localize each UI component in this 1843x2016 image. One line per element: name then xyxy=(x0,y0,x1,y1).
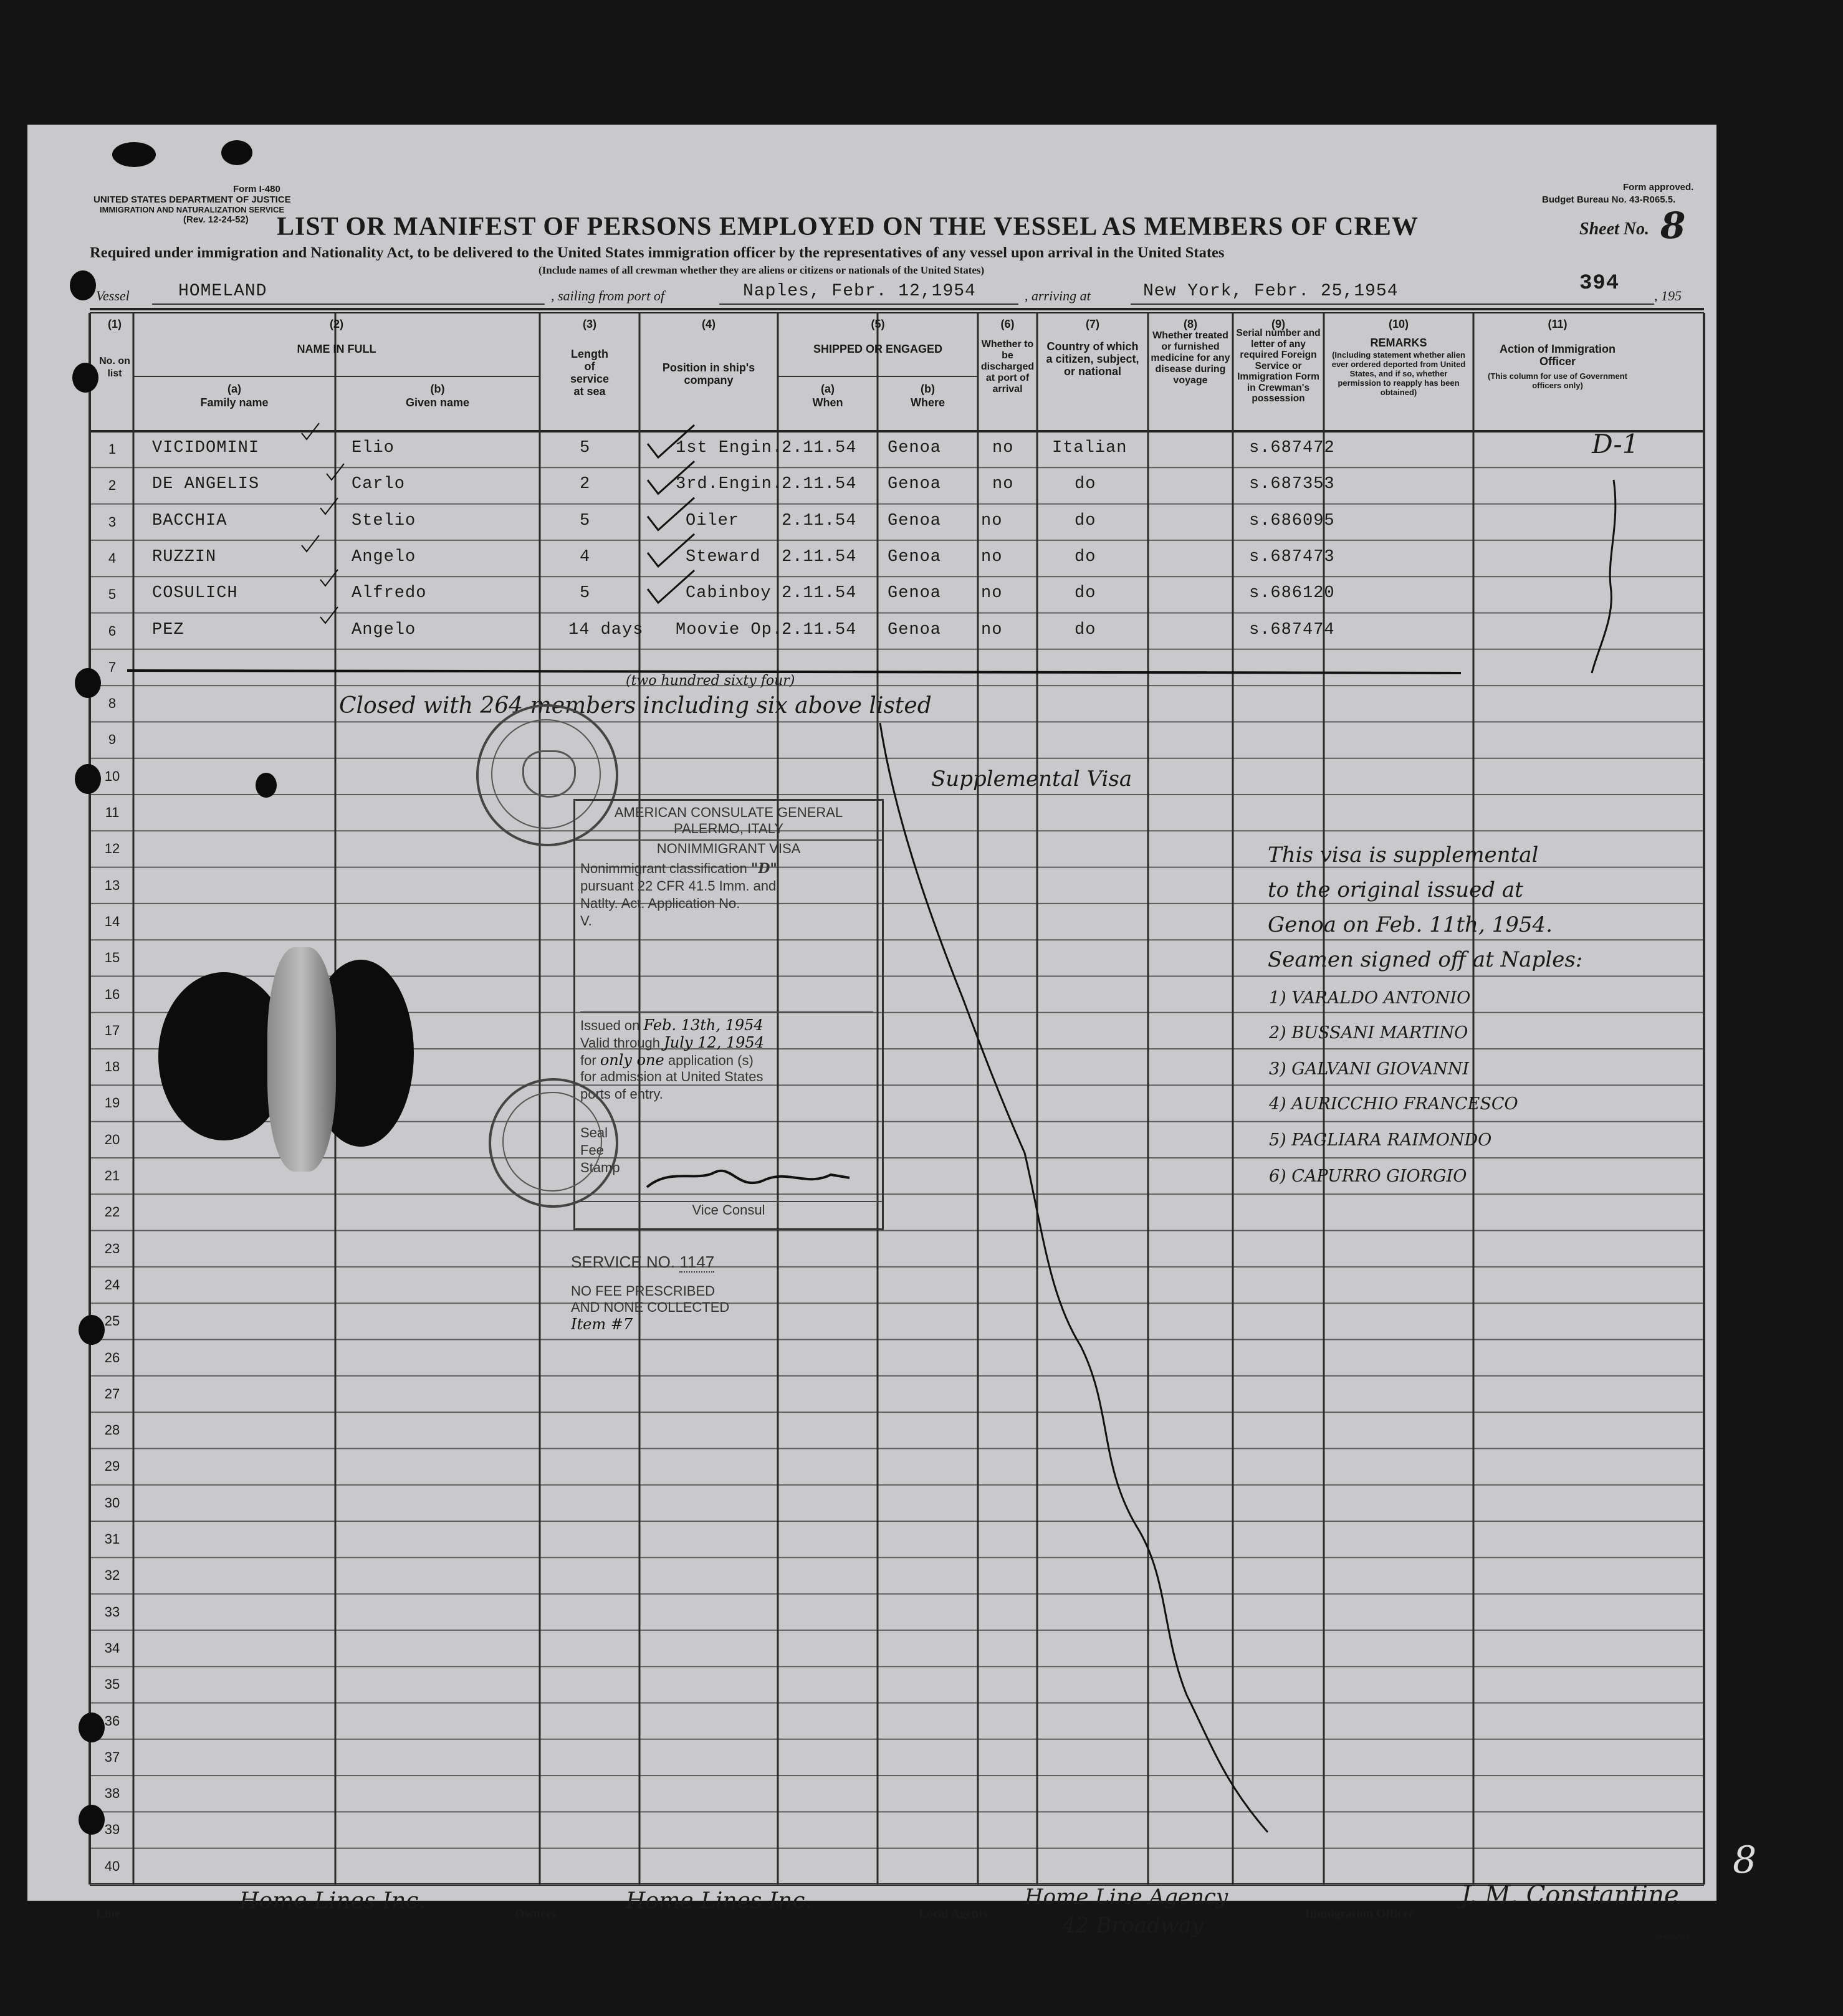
crew-serial: s.686120 xyxy=(1249,584,1335,603)
visa-admission: for admission at United States xyxy=(580,1069,764,1084)
row-number: 1 xyxy=(108,441,117,457)
crew-family: RUZZIN xyxy=(152,547,217,566)
visa-issued-label: Issued on xyxy=(580,1018,640,1033)
visa-line1: Nonimmigrant classification xyxy=(580,861,747,876)
owners-label: Owners xyxy=(515,1907,557,1921)
visa-valid-label: Valid through xyxy=(580,1035,661,1051)
sailing-label: , sailing from port of xyxy=(551,288,664,303)
vice-consul-signature xyxy=(644,1162,856,1193)
row-number: 40 xyxy=(104,1858,120,1874)
row-number: 10 xyxy=(104,768,120,784)
row-number: 36 xyxy=(104,1713,120,1729)
row-number: 19 xyxy=(104,1095,120,1111)
row-number: 21 xyxy=(104,1168,120,1183)
crew-country: Italian xyxy=(1052,439,1127,457)
row-number: 18 xyxy=(104,1059,120,1075)
crew-country: do xyxy=(1075,584,1096,603)
punch-hole xyxy=(70,270,96,300)
row-number: 11 xyxy=(105,805,120,820)
visa-ports: ports of entry. xyxy=(580,1086,663,1102)
row-number: 2 xyxy=(108,477,117,494)
crew-when: 2.11.54 xyxy=(782,475,857,494)
crew-position: Steward xyxy=(686,547,761,566)
officer-value: J. M. Constantine xyxy=(1461,1881,1679,1909)
row-number: 25 xyxy=(104,1313,120,1329)
row-number: 12 xyxy=(104,841,120,857)
form-title: LIST OR MANIFEST OF PERSONS EMPLOYED ON THE VESSEL AS MEMBERS OF CREW xyxy=(277,213,1419,241)
col2-label: NAME IN FULL xyxy=(297,343,376,355)
crew-family: VICIDOMINI xyxy=(152,439,260,457)
crew-given: Alfredo xyxy=(352,584,427,603)
printer-code: 16-67529-1 xyxy=(1654,1932,1689,1941)
crew-length: 5 xyxy=(580,511,591,530)
crew-country: do xyxy=(1075,475,1096,494)
remarks-line: Genoa on Feb. 11th, 1954. xyxy=(1268,912,1553,937)
crew-family: DE ANGELIS xyxy=(152,475,260,494)
no-fee-line2: AND NONE COLLECTED xyxy=(571,1299,730,1315)
eagle-icon xyxy=(522,750,576,798)
row-number: 33 xyxy=(104,1603,120,1620)
row-number: 39 xyxy=(104,1822,120,1838)
remarks-line: Seamen signed off at Naples: xyxy=(1268,947,1583,972)
col6-num: (6) xyxy=(1000,318,1015,330)
col4-num: (4) xyxy=(702,318,716,330)
row-number: 9 xyxy=(108,732,117,748)
stamp-number: 394 xyxy=(1579,272,1620,295)
check-mark xyxy=(302,535,319,552)
punch-hole xyxy=(79,1315,105,1345)
visa-issued: Feb. 13th, 1954 xyxy=(643,1016,764,1034)
crew-where: Genoa xyxy=(888,511,942,530)
visa-for-rest: application (s) xyxy=(668,1053,754,1068)
row-number: 27 xyxy=(104,1385,120,1402)
item-note: Item #7 xyxy=(571,1316,633,1333)
arriving-label: , arriving at xyxy=(1025,288,1091,303)
crew-serial: s.687472 xyxy=(1249,439,1335,457)
crew-discharged: no xyxy=(992,439,1014,457)
crew-given: Angelo xyxy=(352,620,416,639)
col1-num: (1) xyxy=(108,318,122,330)
col10-num: (10) xyxy=(1388,318,1409,330)
crew-serial: s.687473 xyxy=(1249,547,1335,566)
visa-fee-fee: Fee xyxy=(580,1142,604,1158)
agents-label: Local Agents xyxy=(919,1907,988,1921)
crew-length: 4 xyxy=(580,547,591,566)
col5-num: (5) xyxy=(871,318,885,330)
ribbon-seal xyxy=(158,947,420,1172)
row-number: 35 xyxy=(104,1676,120,1693)
closed-count-words: (two hundred sixty four) xyxy=(626,673,795,689)
remarks-line: This visa is supplemental xyxy=(1268,843,1539,867)
service-name: IMMIGRATION AND NATURALIZATION SERVICE xyxy=(100,205,285,214)
row-number: 26 xyxy=(104,1349,120,1365)
row-number: 34 xyxy=(104,1640,120,1656)
crew-when: 2.11.54 xyxy=(782,439,857,457)
remarks-line: 5) PAGLIARA RAIMONDO xyxy=(1269,1130,1492,1150)
punch-hole xyxy=(112,142,156,167)
page-mark: 8 xyxy=(1733,1838,1757,1882)
crew-given: Stelio xyxy=(352,511,416,530)
row-number: 7 xyxy=(108,659,117,675)
visa-header1: AMERICAN CONSULATE GENERAL xyxy=(614,805,843,820)
owners-value: Home Lines Inc. xyxy=(626,1888,812,1914)
action-mark: D-1 xyxy=(1592,429,1639,459)
remarks-line: 4) AURICCHIO FRANCESCO xyxy=(1269,1094,1518,1114)
row-number: 14 xyxy=(104,913,120,929)
supplemental-visa-note: Supplemental Visa xyxy=(931,767,1132,791)
col2a-label: Family name xyxy=(200,396,269,409)
col7-num: (7) xyxy=(1086,318,1099,330)
crew-family: COSULICH xyxy=(152,584,238,603)
row-number: 37 xyxy=(104,1749,120,1765)
remarks-line: 2) BUSSANI MARTINO xyxy=(1269,1023,1468,1043)
col5-label: SHIPPED OR ENGAGED xyxy=(813,343,943,355)
punch-hole xyxy=(79,1713,105,1742)
col7-label: Country of which a citizen, subject, or national xyxy=(1046,340,1139,378)
col11-num: (11) xyxy=(1548,318,1568,330)
visa-header2: PALERMO, ITALY xyxy=(673,821,784,836)
remarks-line: 1) VARALDO ANTONIO xyxy=(1269,988,1471,1008)
row-number: 16 xyxy=(104,986,120,1002)
crew-where: Genoa xyxy=(888,475,942,494)
row-number: 31 xyxy=(104,1531,120,1547)
col9-num: (9) xyxy=(1271,318,1285,330)
crew-position: Cabinboy xyxy=(686,584,772,603)
col3-num: (3) xyxy=(583,318,596,330)
budget-bureau: Budget Bureau No. 43-R065.5. xyxy=(1542,194,1676,205)
crew-length: 5 xyxy=(580,584,591,603)
col2b-num: (b) xyxy=(430,383,445,395)
crew-position: 1st Engin. xyxy=(676,439,783,457)
sailing-port: Naples, Febr. 12,1954 xyxy=(743,282,976,301)
service-label: SERVICE NO. xyxy=(571,1253,676,1271)
visa-applications: only one xyxy=(600,1051,664,1069)
remarks-line: 3) GALVANI GIOVANNI xyxy=(1269,1059,1470,1079)
col8-label: Whether treated or furnished medicine for any disease during voyage xyxy=(1151,330,1230,386)
manifest-sheet xyxy=(27,125,1716,1941)
form-approved: Form approved. xyxy=(1623,182,1694,193)
crew-serial: s.687353 xyxy=(1249,475,1335,494)
row-number: 29 xyxy=(104,1458,120,1474)
col6-label: Whether to be discharged at port of arrival xyxy=(980,339,1035,394)
service-stamp xyxy=(571,1253,729,1333)
row-number: 22 xyxy=(104,1204,120,1220)
col10-label: REMARKS xyxy=(1370,337,1427,349)
arriving-port: New York, Febr. 25,1954 xyxy=(1143,282,1399,301)
row-number: 5 xyxy=(108,586,117,603)
col5b-label: Where xyxy=(910,396,945,409)
row-number: 28 xyxy=(104,1422,120,1438)
crew-when: 2.11.54 xyxy=(782,547,857,566)
vessel-label: Vessel xyxy=(96,288,130,303)
vessel-name: HOMELAND xyxy=(178,282,267,301)
consulate-seal-stamp-2 xyxy=(489,1078,618,1208)
punch-hole xyxy=(221,140,252,165)
visa-classification: "D" xyxy=(750,861,777,877)
crew-given: Elio xyxy=(352,439,395,457)
punch-hole xyxy=(256,773,277,798)
crew-family: PEZ xyxy=(152,620,184,639)
visa-stamp xyxy=(573,799,884,1230)
col1-label: No. on list xyxy=(99,356,130,379)
crew-family: BACCHIA xyxy=(152,511,227,530)
crew-where: Genoa xyxy=(888,547,942,566)
visa-for-label: for xyxy=(580,1053,596,1068)
crew-country: do xyxy=(1075,620,1096,639)
remarks-line: 6) CAPURRO GIORGIO xyxy=(1269,1167,1467,1186)
remarks-line: to the original issued at xyxy=(1268,877,1523,902)
col9-label: Serial number and letter of any required Foreign Service or Immigration Form in Crewman's possession xyxy=(1236,328,1321,404)
row-number: 23 xyxy=(104,1240,120,1256)
crew-when: 2.11.54 xyxy=(782,511,857,530)
officer-label: Immigration Officer xyxy=(1305,1907,1414,1921)
agents-address: 42 Broadway xyxy=(1062,1913,1204,1938)
row-number: 4 xyxy=(108,550,117,566)
crew-position: Moovie Op. xyxy=(676,620,783,639)
col5a-label: When xyxy=(812,396,843,409)
line-value: Home Lines Inc. xyxy=(239,1888,426,1914)
visa-line3: Natlty. Act. Application No. xyxy=(580,896,740,911)
crew-country: do xyxy=(1075,511,1096,530)
punch-hole xyxy=(72,363,98,393)
crew-where: Genoa xyxy=(888,584,942,603)
row-number: 38 xyxy=(104,1785,120,1802)
visa-fee-stamp: Stamp xyxy=(580,1160,620,1175)
row-number: 30 xyxy=(104,1494,120,1511)
crew-discharged: no xyxy=(981,620,1003,639)
agents-value: Home Line Agency xyxy=(1025,1885,1228,1909)
row-number: 8 xyxy=(108,695,117,712)
visa-line2: pursuant 22 CFR 41.5 Imm. and xyxy=(580,878,777,894)
crew-serial: s.686095 xyxy=(1249,511,1335,530)
service-number: 1147 xyxy=(679,1253,715,1271)
col4-label: Position in ship's company xyxy=(662,361,755,386)
crew-discharged: no xyxy=(992,475,1014,494)
col8-num: (8) xyxy=(1184,318,1197,330)
row-number: 20 xyxy=(104,1131,120,1147)
form-subtitle: Required under immigration and Nationality Act, to be delivered to the United States immigration officer by the representatives of any vessel upon arrival in the United States xyxy=(90,244,1225,261)
punch-hole xyxy=(75,668,101,698)
row-number: 15 xyxy=(104,950,120,966)
crew-given: Carlo xyxy=(352,475,406,494)
include-note: (Include names of all crewman whether they are aliens or citizens or nationals of the United States) xyxy=(539,264,985,276)
crew-discharged: no xyxy=(981,584,1003,603)
crew-length: 2 xyxy=(580,475,591,494)
row-number: 24 xyxy=(104,1276,120,1292)
line-label: Line xyxy=(96,1907,120,1921)
col11-note: (This column for use of Government officers only) xyxy=(1488,371,1627,390)
crew-discharged: no xyxy=(981,511,1003,530)
crew-serial: s.687474 xyxy=(1249,620,1335,639)
crew-position: Oiler xyxy=(686,511,740,530)
visa-line4: V. xyxy=(580,913,592,929)
row-number: 17 xyxy=(104,1022,120,1038)
row-number: 13 xyxy=(104,877,120,893)
row-number: 6 xyxy=(108,623,117,639)
col3-label: Length of service at sea xyxy=(570,348,610,398)
col2-num: (2) xyxy=(330,318,343,330)
crew-length: 5 xyxy=(580,439,591,457)
crew-where: Genoa xyxy=(888,439,942,457)
col2b-label: Given name xyxy=(405,396,470,409)
col5b-num: (b) xyxy=(921,383,935,395)
closed-note: Closed with 264 members including six above listed xyxy=(339,693,932,719)
sheet-label: Sheet No. xyxy=(1579,219,1649,239)
col5a-num: (a) xyxy=(821,383,835,395)
sheet-number: 8 xyxy=(1660,204,1686,247)
form-number: Form I-480 xyxy=(233,184,280,194)
punch-hole xyxy=(75,764,101,794)
crew-when: 2.11.54 xyxy=(782,584,857,603)
visa-fee-seal: Seal xyxy=(580,1125,608,1140)
punch-hole xyxy=(79,1805,105,1835)
crew-given: Angelo xyxy=(352,547,416,566)
col10-note: (Including statement whether alien ever ordered deported from United States, and if so, whether permission to reapply has been obtained) xyxy=(1331,350,1466,397)
year-suffix: , 195 xyxy=(1654,288,1682,303)
crew-when: 2.11.54 xyxy=(782,620,857,639)
crew-position: 3rd.Engin. xyxy=(676,475,783,494)
crew-country: do xyxy=(1075,547,1096,566)
visa-valid: July 12, 1954 xyxy=(664,1034,764,1051)
crew-length: 14 days xyxy=(568,620,644,639)
visa-type: NONIMMIGRANT VISA xyxy=(575,839,882,857)
col11-label: Action of Immigration Officer xyxy=(1500,343,1616,368)
crew-discharged: no xyxy=(981,547,1003,566)
form-revision: (Rev. 12-24-52) xyxy=(183,214,249,225)
col2a-num: (a) xyxy=(227,383,241,395)
crew-where: Genoa xyxy=(888,620,942,639)
department: UNITED STATES DEPARTMENT OF JUSTICE xyxy=(93,194,291,205)
row-number: 3 xyxy=(108,514,117,530)
visa-consul-title: Vice Consul xyxy=(575,1201,882,1218)
no-fee-line1: NO FEE PRESCRIBED xyxy=(571,1283,716,1299)
row-number: 32 xyxy=(104,1567,120,1584)
